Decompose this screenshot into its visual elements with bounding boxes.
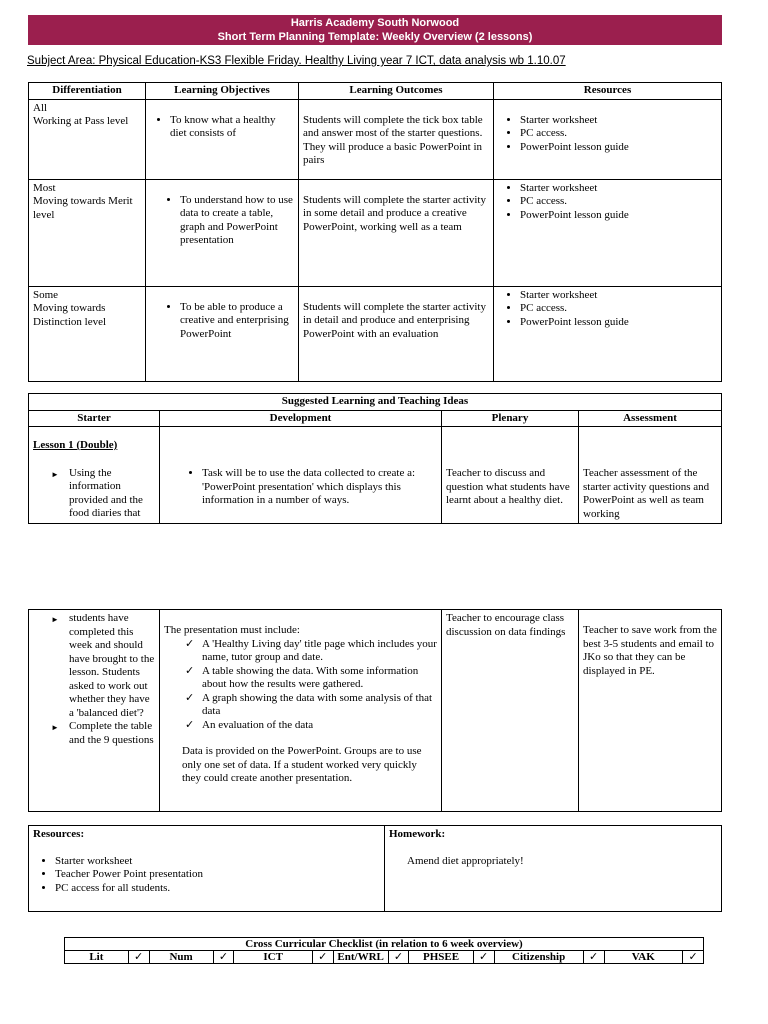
lesson-label: Lesson 1 (Double) [33, 439, 118, 451]
starter-cell: Lesson 1 (Double) ► Using the information provided and the food diaries that [29, 427, 160, 524]
checkmark-icon: ✓ [388, 951, 409, 964]
checkmark-icon: ✓ [213, 951, 234, 964]
cross-curricular-checklist [64, 937, 704, 964]
homework-box [385, 826, 722, 912]
objective-cell: • To know what a healthy diet consists of [146, 99, 299, 179]
diff-cell: Most Moving towards Merit level [29, 179, 146, 286]
diff-cell: All Working at Pass level [29, 99, 146, 179]
checklist-label-ict: ICT [234, 951, 313, 964]
checklist-label-lit: Lit [65, 951, 129, 964]
homework-text: Amend diet appropriately! [407, 854, 524, 867]
header-banner [28, 15, 722, 45]
col-header-differentiation: Differentiation [29, 83, 146, 100]
checkmark-icon: ✓ [473, 951, 494, 964]
checkmark-icon: ✓ [312, 951, 333, 964]
outcome-cell: Students will complete the starter activity in some detail and produce a creative PowerPoint, working well as a team [299, 179, 494, 286]
development-cell: • Task will be to use the data collected to create a: 'PowerPoint presentation' which displays this information in a number of ways. [160, 427, 442, 524]
table-row [29, 286, 722, 381]
table-row [29, 99, 722, 179]
resources-cell: • Starter worksheet • PC access. • PowerPoint lesson guide [494, 99, 722, 179]
resources-label: Resources: [33, 828, 85, 840]
homework-label: Homework: [389, 828, 446, 840]
checklist-label-entwrl: Ent/WRL [333, 951, 388, 964]
col-header-development: Development [160, 410, 442, 427]
objective-cell: • To understand how to use data to create a table, graph and PowerPoint presentation [146, 179, 299, 286]
checklist-label-vak: VAK [604, 951, 683, 964]
plenary-cell: Teacher to encourage class discussion on data findings [442, 610, 579, 812]
template-title: Short Term Planning Template: Weekly Overview (2 lessons) [217, 31, 533, 43]
col-header-outcomes: Learning Outcomes [299, 83, 494, 100]
col-header-objectives: Learning Objectives [146, 83, 299, 100]
assessment-cell: Teacher assessment of the starter activity questions and PowerPoint as well as team working [579, 427, 722, 524]
development-cell: The presentation must include: ✓ A 'Healthy Living day' title page which includes your name, tutor group and date. ✓ A table showing the data. With some information about how the results were gathered. ✓ A graph showing the data with some analysis of that data ✓ An evaluation of the data Data is provided on the PowerPoint. Groups are to use only one set of data. If a student worked very quickly they could create another presentation. [160, 610, 442, 812]
checklist-label-phsee: PHSEE [409, 951, 473, 964]
resources-cell: • Starter worksheet • PC access. • PowerPoint lesson guide [494, 179, 722, 286]
ideas-table [28, 393, 722, 524]
checkmark-icon: ✓ [683, 951, 704, 964]
checklist-label-num: Num [149, 951, 213, 964]
col-header-resources: Resources [494, 83, 722, 100]
outcome-cell: Students will complete the tick box table and answer most of the starter questions. They will produce a basic PowerPoint in pairs [299, 99, 494, 179]
checkmark-icon: ✓ [583, 951, 604, 964]
diff-cell: Some Moving towards Distinction level [29, 286, 146, 381]
table-row [29, 427, 722, 524]
checklist-title: Cross Curricular Checklist (in relation to 6 week overview) [65, 938, 704, 951]
col-header-assessment: Assessment [579, 410, 722, 427]
ideas-title: Suggested Learning and Teaching Ideas [29, 394, 722, 411]
plenary-cell: Teacher to discuss and question what students have learnt about a healthy diet. [442, 427, 579, 524]
resources-cell: • Starter worksheet • PC access. • PowerPoint lesson guide [494, 286, 722, 381]
subject-line: Subject Area: Physical Education-KS3 Flexible Friday. Healthy Living year 7 ICT, data analysis wb 1.10.07 [27, 55, 566, 67]
ideas-table-continued [28, 609, 722, 812]
col-header-plenary: Plenary [442, 410, 579, 427]
resources-homework-table [28, 825, 722, 912]
school-name: Harris Academy South Norwood [290, 17, 460, 29]
starter-cell: ► students have completed this week and should have brought to the lesson. Students asked to work out whether they have a 'balanced diet'? ► Complete the table and the 9 questions [29, 610, 160, 812]
resources-box: Resources: • Starter worksheet • Teacher Power Point presentation • PC access for all students. [29, 826, 385, 912]
checkmark-icon: ✓ [128, 951, 149, 964]
checklist-row [65, 951, 704, 964]
differentiation-table [28, 82, 722, 382]
outcome-cell: Students will complete the starter activity in detail and produce and enterprising PowerPoint with an evaluation [299, 286, 494, 381]
col-header-starter: Starter [29, 410, 160, 427]
checklist-label-citizenship: Citizenship [494, 951, 583, 964]
objective-cell: • To be able to produce a creative and enterprising PowerPoint [146, 286, 299, 381]
table-row [29, 179, 722, 286]
table-row [29, 610, 722, 812]
assessment-cell: Teacher to save work from the best 3-5 students and email to JKo so that they can be displayed in PE. [579, 610, 722, 812]
